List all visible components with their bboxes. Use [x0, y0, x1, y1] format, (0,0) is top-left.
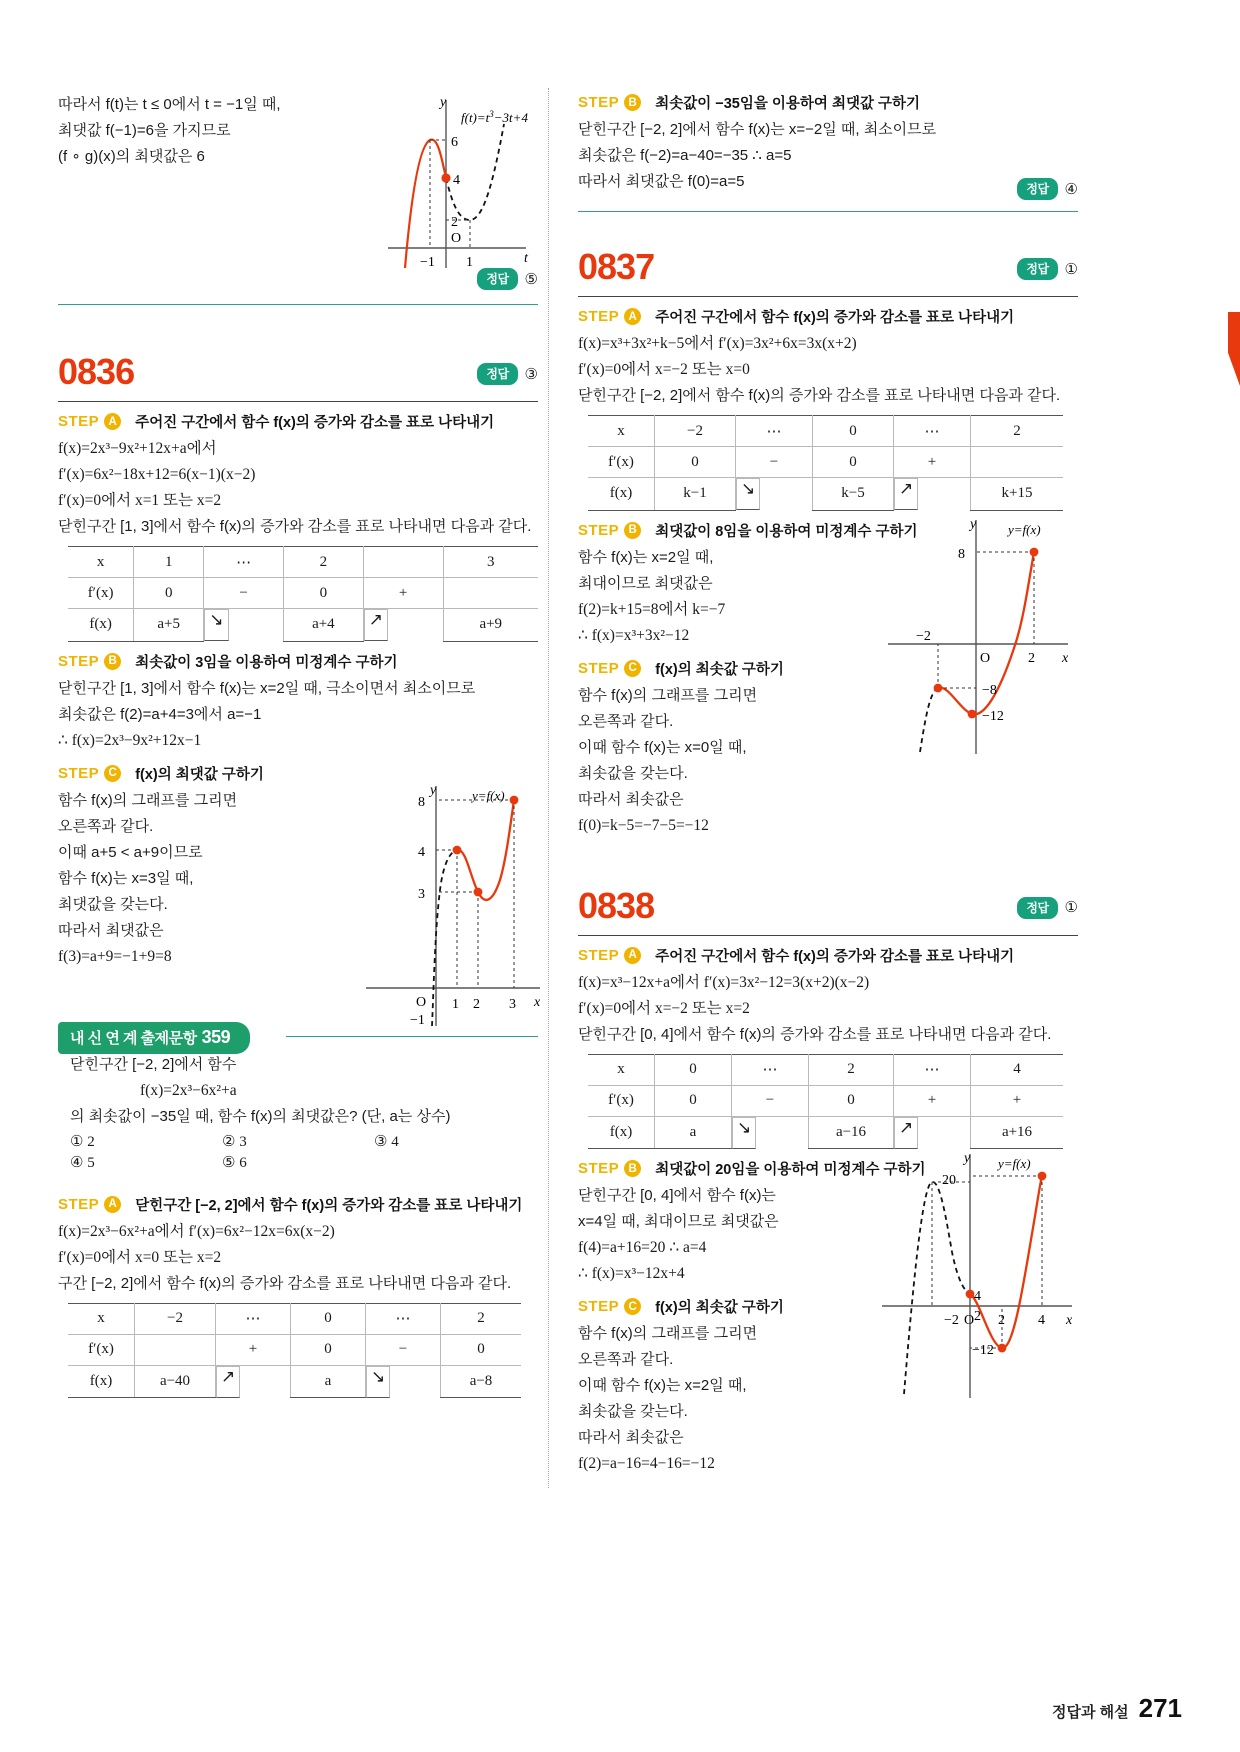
cell: 0: [283, 578, 363, 609]
solution-line: f(0)=k−5=−7−5=−12: [578, 816, 709, 834]
step-label: STEP: [578, 1160, 620, 1177]
problem-rule: [58, 401, 538, 402]
cell: +: [363, 578, 443, 609]
step-label: STEP: [578, 308, 620, 325]
svg-text:t: t: [524, 251, 528, 266]
cell: +: [894, 1085, 971, 1116]
svg-text:y: y: [970, 516, 977, 532]
answer-badge-label: 정답: [1017, 897, 1057, 919]
step-header-a: [578, 306, 1078, 327]
step-title: f(x)의 최댓값 구하기: [135, 766, 264, 783]
naesin-section: [58, 1022, 538, 1399]
table-row: [68, 547, 538, 578]
svg-text:y=f(x): y=f(x): [1008, 521, 1041, 537]
svg-text:−2: −2: [944, 1313, 959, 1328]
cell: ⋯: [894, 416, 971, 447]
cell: 2: [283, 547, 363, 578]
cell: −: [736, 447, 813, 478]
svg-text:−2: −2: [916, 628, 931, 644]
cell: k−5: [813, 478, 894, 511]
step-label: STEP: [58, 1195, 100, 1213]
cell: 0: [134, 578, 204, 609]
cell: ⋯: [216, 1303, 291, 1334]
cell: [443, 578, 538, 609]
solution-line: 이때 함수 f(x)는 x=2일 때,: [578, 1377, 747, 1394]
cell: a: [655, 1116, 732, 1149]
choice-option[interactable]: ② 3: [222, 1133, 247, 1150]
step-title: 주어진 구간에서 함수 f(x)의 증가와 감소를 표로 나타내기: [655, 948, 1015, 965]
solution-line: f(x)=x³−12x+a에서 f′(x)=3x²−12=3(x+2)(x−2): [578, 973, 870, 991]
step-title: 닫힌구간 [−2, 2]에서 함수 f(x)의 증가와 감소를 표로 나타내기: [135, 1197, 523, 1214]
solution-line: 오른쪽과 같다.: [578, 1351, 674, 1368]
cell: 2: [441, 1303, 522, 1334]
table-row: [68, 578, 538, 609]
svg-text:4: 4: [1038, 1313, 1045, 1328]
cell: 0: [441, 1334, 522, 1365]
solution-line: 구간 [−2, 2]에서 함수 f(x)의 증가와 감소를 표로 나타내면 다음과 같다.: [58, 1274, 512, 1292]
solution-line: 이때 a+5 < a+9이므로: [58, 843, 203, 861]
cell: [971, 447, 1064, 478]
svg-text:4: 4: [974, 1289, 981, 1304]
svg-text:2: 2: [1028, 650, 1035, 666]
variation-table-0838: [588, 1054, 1063, 1150]
step-label: STEP: [58, 413, 100, 430]
problem-number: 0836: [58, 351, 135, 392]
svg-text:1: 1: [466, 255, 473, 270]
cell: ⋯: [366, 1303, 441, 1334]
step-letter-icon: A: [104, 413, 121, 430]
cell: ⋯: [204, 547, 284, 578]
answer-badge-label: 정답: [1017, 178, 1057, 200]
table-row: [588, 1085, 1063, 1116]
solution-line: 최솟값은 f(2)=a+4=3에서 a=−1: [58, 705, 262, 723]
cell: a+16: [971, 1116, 1064, 1149]
svg-text:x: x: [534, 994, 541, 1010]
section-rule: [58, 304, 538, 305]
variation-table-0837: [588, 415, 1063, 511]
step-letter-icon: C: [624, 660, 641, 677]
solution-line: f(3)=a+9=−1+9=8: [58, 947, 172, 965]
right-column: [578, 92, 1078, 1477]
page-number: 271: [1138, 1693, 1182, 1723]
cell: ↘: [732, 1117, 756, 1149]
naesin-number: 359: [201, 1026, 231, 1047]
cell: ⋯: [732, 1054, 809, 1085]
svg-text:2: 2: [451, 215, 458, 230]
choice-row-2: [70, 1153, 538, 1172]
problem-number: 0837: [578, 246, 655, 287]
cell: ⋯: [894, 1054, 971, 1085]
step-title: 최솟값이 −35임을 이용하여 최댓값 구하기: [655, 96, 921, 112]
step-letter-icon: B: [624, 522, 641, 539]
svg-text:3: 3: [509, 996, 516, 1012]
table-row: [588, 1116, 1063, 1149]
solution-line: 최솟값을 갖는다.: [578, 1403, 688, 1420]
solution-line: 함수 f(x)의 그래프를 그리면: [578, 686, 758, 704]
solution-line: 닫힌구간 [0, 4]에서 함수 f(x)는: [578, 1187, 776, 1204]
cell: ↗: [894, 478, 918, 510]
choice-option[interactable]: ① 2: [70, 1133, 95, 1150]
solution-line: f(x)=x³+3x²+k−5에서 f′(x)=3x²+6x=3x(x+2): [578, 335, 857, 352]
cell: a+4: [283, 609, 363, 642]
step-title: f(x)의 최솟값 구하기: [655, 1300, 784, 1316]
cell: f′(x): [68, 1334, 135, 1365]
cell: −2: [655, 416, 736, 447]
cell: −: [204, 578, 284, 609]
solution-line: f(2)=a−16=4−16=−12: [578, 1455, 715, 1472]
solution-line: ∴ f(x)=2x³−9x²+12x−1: [58, 731, 202, 749]
svg-text:4: 4: [418, 844, 425, 860]
cell: 0: [809, 1085, 894, 1116]
svg-text:O: O: [416, 994, 427, 1010]
graph-0837: [868, 514, 1078, 769]
naesin-stepb-block: [578, 92, 1078, 198]
cell: f(x): [68, 1365, 135, 1398]
naesin-label: 내 신 연 계 출제문항: [70, 1029, 197, 1047]
cell: f′(x): [68, 578, 134, 609]
solution-line: 오른쪽과 같다.: [578, 712, 674, 730]
svg-text:x: x: [1066, 1313, 1073, 1328]
choice-spacer: [374, 1153, 526, 1172]
solution-line: 이때 함수 f(x)는 x=0일 때,: [578, 738, 747, 756]
naesin-problem-line: f(x)=2x³−6x²+a: [140, 1081, 237, 1099]
step-header-a: [58, 1194, 538, 1215]
graph-0836: [348, 780, 548, 1035]
solution-line: 최솟값을 갖는다.: [578, 764, 688, 782]
svg-text:8: 8: [418, 794, 425, 810]
step-title: 최댓값이 20임을 이용하여 미정계수 구하기: [655, 1162, 926, 1178]
cell: +: [216, 1334, 291, 1365]
cell: x: [68, 547, 134, 578]
svg-text:2: 2: [473, 996, 480, 1012]
answer-badge-label: 정답: [477, 363, 517, 385]
cell: ↘: [736, 478, 760, 510]
svg-text:2: 2: [998, 1313, 1005, 1328]
cell: 0: [655, 447, 736, 478]
cell: a−8: [441, 1365, 522, 1398]
step-label: STEP: [578, 521, 620, 539]
cell: ↗: [216, 1366, 240, 1398]
step-label: STEP: [578, 946, 620, 964]
cell: f(x): [68, 609, 134, 642]
footer-label: 정답과 해설: [1051, 1704, 1129, 1721]
answer-value: ①: [1064, 900, 1078, 916]
solution-line: f(x)=2x³−6x²+a에서 f′(x)=6x²−12x=6x(x−2): [58, 1222, 335, 1240]
cell: −2: [135, 1303, 216, 1334]
svg-text:−12: −12: [982, 708, 1004, 724]
solution-line: 최댓값 f(−1)=6을 가지므로: [58, 122, 231, 139]
cell: ⋯: [736, 416, 813, 447]
graph-ft: [348, 90, 538, 275]
solution-line: 닫힌구간 [1, 3]에서 함수 f(x)의 증가와 감소를 표로 나타내면 다음과 같다.: [58, 518, 532, 535]
svg-text:O: O: [451, 231, 462, 246]
solution-line: (f ∘ g)(x)의 최댓값은 6: [58, 148, 205, 165]
table-row: [588, 416, 1063, 447]
answer-badge-group: [1017, 258, 1078, 280]
section-rule: [578, 211, 1078, 212]
answer-value: ③: [524, 366, 538, 383]
step-letter-icon: A: [624, 308, 641, 325]
solution-line: f′(x)=0에서 x=−2 또는 x=2: [578, 999, 750, 1017]
solution-line: 오른쪽과 같다.: [58, 817, 154, 835]
cell: 1: [134, 547, 204, 578]
step-title: 주어진 구간에서 함수 f(x)의 증가와 감소를 표로 나타내기: [135, 415, 495, 431]
problem-0837: [578, 248, 1078, 839]
step-header-a: [578, 945, 1078, 966]
naesin-problem-line: 의 최솟값이 −35일 때, 함수 f(x)의 최댓값은? (단, a는 상수): [70, 1107, 451, 1125]
svg-text:8: 8: [958, 546, 965, 562]
cell: +: [971, 1085, 1064, 1116]
cell: 0: [813, 447, 894, 478]
cell: ↘: [366, 1366, 390, 1398]
cell: a−40: [135, 1365, 216, 1398]
svg-text:f(t)=t3−3t+4: $f(t)=t^3-3t+4$: [461, 109, 528, 125]
answer-badge-group: [477, 268, 538, 290]
svg-text:6: 6: [451, 135, 458, 150]
step-letter-icon: C: [624, 1298, 641, 1315]
cell: 0: [655, 1054, 732, 1085]
cell: a: [291, 1365, 366, 1398]
solution-line: 따라서 f(t)는 t ≤ 0에서 t = −1일 때,: [58, 96, 281, 113]
table-row: [68, 1365, 521, 1398]
solution-line: 최댓값을 갖는다.: [58, 895, 168, 913]
variation-table-0836: [68, 546, 538, 642]
solution-line: 최솟값은 f(−2)=a−40=−35 ∴ a=5: [578, 147, 792, 164]
solution-line: ∴ f(x)=x³+3x²−12: [578, 626, 690, 644]
svg-text:y=f(x): y=f(x): [472, 787, 505, 803]
table-row: [588, 1054, 1063, 1085]
cell: 0: [291, 1334, 366, 1365]
page-corner-marker: [1228, 312, 1240, 386]
solution-line: f′(x)=0에서 x=0 또는 x=2: [58, 1248, 222, 1266]
cell: x: [68, 1303, 135, 1334]
step-title: 최솟값이 3임을 이용하여 미정계수 구하기: [135, 654, 398, 671]
solution-line: 따라서 최댓값은 f(0)=a=5: [578, 173, 745, 190]
table-row: [588, 447, 1063, 478]
answer-value: ①: [1064, 261, 1078, 278]
table-row: [588, 478, 1063, 511]
svg-text:x: x: [1062, 650, 1069, 666]
step-header-b: [58, 651, 538, 672]
naesin-badge: [58, 1022, 250, 1054]
step-label: STEP: [58, 764, 100, 782]
cell: −: [732, 1085, 809, 1116]
step-title: 주어진 구간에서 함수 f(x)의 증가와 감소를 표로 나타내기: [655, 310, 1015, 326]
cell: ↗: [894, 1117, 918, 1149]
choice-option[interactable]: ④ 5: [70, 1154, 95, 1171]
solution-line: 따라서 최솟값은: [578, 1429, 684, 1446]
solution-line: f(x)=2x³−9x²+12x+a에서: [58, 440, 217, 457]
cell: 3: [443, 547, 538, 578]
solution-line: 닫힌구간 [1, 3]에서 함수 f(x)는 x=2일 때, 극소이면서 최소이므로: [58, 679, 476, 697]
cell: a−16: [809, 1116, 894, 1149]
answer-badge-group: [1017, 178, 1078, 200]
cell: [363, 547, 443, 578]
svg-text:−1: −1: [410, 1012, 425, 1028]
table-row: [68, 609, 538, 642]
cell: x: [588, 1054, 655, 1085]
svg-text:2: 2: [974, 1309, 981, 1324]
cell: 2: [971, 416, 1064, 447]
solution-line: f(2)=k+15=8에서 k=−7: [578, 600, 726, 618]
cell: +: [894, 447, 971, 478]
answer-badge-label: 정답: [1017, 258, 1057, 280]
step-label: STEP: [578, 659, 620, 677]
step-letter-icon: B: [624, 94, 641, 111]
choice-option[interactable]: ③ 4: [374, 1133, 399, 1150]
svg-text:−12: −12: [972, 1343, 994, 1358]
page-footer: [1052, 1693, 1182, 1724]
solution-line: f′(x)=0에서 x=1 또는 x=2: [58, 492, 222, 509]
solution-line: 닫힌구간 [−2, 2]에서 함수 f(x)의 증가와 감소를 표로 나타내면 다음과 같다.: [578, 387, 1061, 404]
cell: f(x): [588, 478, 655, 511]
step-letter-icon: A: [104, 1196, 121, 1213]
cell: 0: [655, 1085, 732, 1116]
top-solution-block: [58, 92, 538, 304]
cell: ↗: [364, 609, 388, 641]
solution-line: 함수 f(x)는 x=2일 때,: [578, 548, 714, 566]
svg-text:y=f(x): y=f(x): [998, 1156, 1031, 1171]
cell: 0: [291, 1303, 366, 1334]
problem-0836: [58, 351, 541, 1028]
solution-line: 닫힌구간 [0, 4]에서 함수 f(x)의 증가와 감소를 표로 나타내면 다음과 같다.: [578, 1025, 1052, 1043]
step-letter-icon: A: [624, 947, 641, 964]
svg-text:y: y: [964, 1151, 971, 1166]
step-label: STEP: [58, 652, 100, 670]
solution-line: 따라서 최솟값은: [578, 790, 684, 808]
answer-value: ④: [1064, 181, 1078, 198]
problem-number: 0838: [578, 884, 655, 926]
cell: f′(x): [588, 1085, 655, 1116]
svg-text:y: y: [440, 95, 447, 110]
cell: k+15: [971, 478, 1064, 511]
svg-text:−8: −8: [982, 682, 997, 698]
problem-rule: [578, 935, 1078, 936]
solution-line: 함수 f(x)는 x=3일 때,: [58, 869, 194, 887]
solution-line: f(4)=a+16=20 ∴ a=4: [578, 1239, 707, 1256]
answer-badge-group: [1017, 897, 1078, 919]
svg-text:y: y: [430, 782, 437, 798]
solution-line: 함수 f(x)의 그래프를 그리면: [58, 791, 238, 809]
answer-value: ⑤: [524, 271, 538, 288]
naesin-problem-line: 닫힌구간 [−2, 2]에서 함수: [70, 1055, 237, 1073]
svg-text:3: 3: [418, 886, 425, 902]
solution-line: ∴ f(x)=x³−12x+4: [578, 1265, 685, 1282]
cell: f(x): [588, 1116, 655, 1149]
step-label: STEP: [578, 94, 620, 111]
solution-line: f′(x)=6x²−18x+12=6(x−1)(x−2): [58, 466, 256, 483]
solution-line: 따라서 최댓값은: [58, 921, 164, 939]
cell: f′(x): [588, 447, 655, 478]
cell: 4: [971, 1054, 1064, 1085]
solution-line: 최대이므로 최댓값은: [578, 574, 713, 592]
step-letter-icon: C: [104, 765, 121, 782]
problem-rule: [578, 296, 1078, 297]
graph-0838: [868, 1148, 1083, 1413]
svg-text:20: 20: [942, 1173, 956, 1188]
cell: a+9: [443, 609, 538, 642]
svg-text:O: O: [980, 650, 991, 666]
cell: 2: [809, 1054, 894, 1085]
naesin-rule: [286, 1036, 538, 1037]
cell: −: [366, 1334, 441, 1365]
cell: k−1: [655, 478, 736, 511]
problem-0838: [578, 884, 1078, 1478]
table-row: [68, 1334, 521, 1365]
choice-option[interactable]: ⑤ 6: [222, 1154, 247, 1171]
table-row: [68, 1303, 521, 1334]
solution-line: 닫힌구간 [−2, 2]에서 함수 f(x)는 x=−2일 때, 최소이므로: [578, 121, 937, 138]
answer-badge-label: 정답: [477, 268, 517, 290]
cell: 0: [813, 416, 894, 447]
step-letter-icon: B: [624, 1160, 641, 1177]
answer-badge-group: [477, 363, 538, 385]
step-letter-icon: B: [104, 653, 121, 670]
svg-text:4: 4: [453, 173, 460, 188]
cell: x: [588, 416, 655, 447]
column-divider: [548, 88, 549, 1488]
choice-row-1: [70, 1132, 538, 1151]
step-header-b: [578, 92, 1078, 113]
svg-text:O: O: [964, 1313, 975, 1328]
left-column: [58, 92, 541, 1400]
step-header-a: [58, 411, 538, 432]
cell: [135, 1334, 216, 1365]
step-label: STEP: [578, 1298, 620, 1315]
cell: ↘: [204, 609, 228, 641]
solution-line: x=4일 때, 최대이므로 최댓값은: [578, 1213, 779, 1230]
cell: a+5: [134, 609, 204, 642]
svg-text:1: 1: [452, 996, 459, 1012]
solution-line: f′(x)=0에서 x=−2 또는 x=0: [578, 361, 750, 378]
svg-text:−1: −1: [420, 255, 435, 270]
variation-table-naesin: [68, 1303, 521, 1399]
step-title: f(x)의 최솟값 구하기: [655, 661, 784, 678]
step-title: 최댓값이 8임을 이용하여 미정계수 구하기: [655, 523, 918, 540]
solution-line: 함수 f(x)의 그래프를 그리면: [578, 1325, 758, 1342]
